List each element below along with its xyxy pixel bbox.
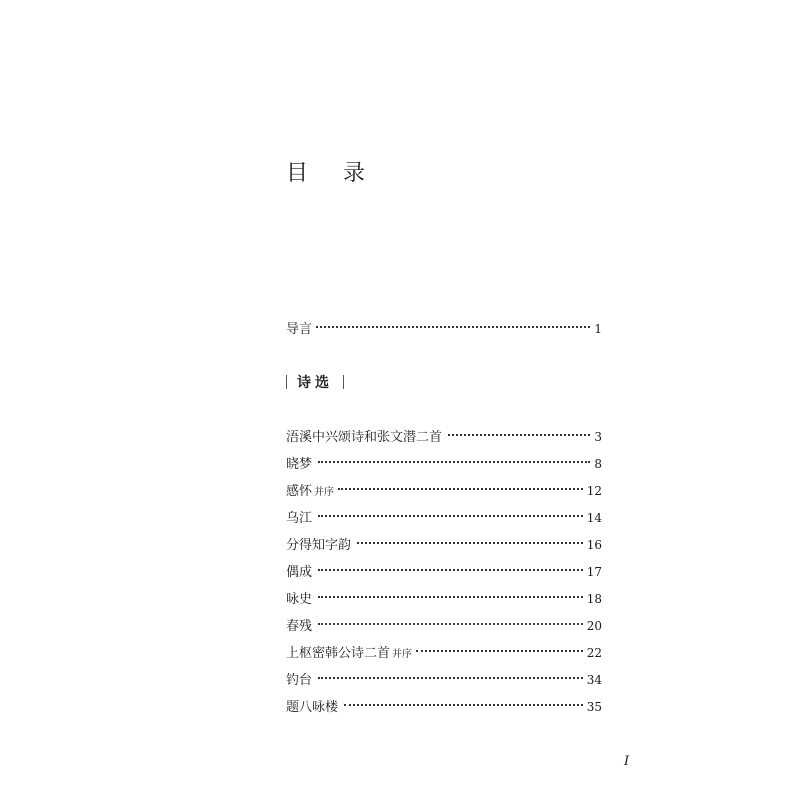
toc-entry-page: 1: [594, 322, 602, 336]
toc-entry-title: 感怀: [286, 484, 313, 499]
dot-leader: [316, 326, 590, 328]
toc-entry-title: 分得知字韵: [286, 538, 352, 553]
toc-entry-page: 17: [586, 565, 602, 579]
toc-entry-page: 16: [586, 538, 602, 552]
toc-entry-title: 上枢密韩公诗二首: [286, 646, 391, 661]
dot-leader: [357, 542, 583, 544]
toc-entry-title: 钓台: [286, 673, 313, 688]
toc-entry-page: 18: [586, 592, 602, 606]
dot-leader: [416, 650, 583, 652]
page-number: I: [624, 754, 630, 769]
dot-leader: [448, 434, 590, 436]
toc-entry-page: 8: [594, 457, 602, 471]
toc-entry-page: 35: [586, 700, 602, 714]
toc-entry-title: 春残: [286, 619, 313, 634]
toc-entry[interactable]: [286, 643, 602, 663]
toc-entry[interactable]: [286, 616, 602, 636]
toc-entry[interactable]: [286, 562, 602, 582]
dot-leader: [344, 704, 583, 706]
toc-entry-page: 12: [586, 484, 602, 498]
page-title: 目 录: [286, 161, 379, 186]
toc-entry-title: 晓梦: [286, 457, 313, 472]
toc-entry-title: 咏史: [286, 592, 313, 607]
toc-entry-page: 22: [586, 646, 602, 660]
section-bar-left: [286, 375, 287, 389]
toc-entry[interactable]: [286, 535, 602, 555]
toc-entry[interactable]: [286, 427, 602, 447]
dot-leader: [338, 488, 583, 490]
toc-entry-title: 浯溪中兴颂诗和张文潜二首: [286, 430, 443, 445]
toc-entry-page: 34: [586, 673, 602, 687]
dot-leader: [318, 515, 583, 517]
section-bar-right: [343, 375, 344, 389]
toc-entry-note: 并序: [392, 649, 413, 660]
dot-leader: [318, 461, 590, 463]
toc-entry-page: 20: [586, 619, 602, 633]
toc-entry-title: 偶成: [286, 565, 313, 580]
dot-leader: [318, 596, 583, 598]
section-label: 诗选: [297, 375, 333, 391]
toc-entry[interactable]: [286, 697, 602, 717]
toc-entry-page: 14: [586, 511, 602, 525]
toc-entry[interactable]: [286, 589, 602, 609]
toc-entry-title: 导言: [286, 322, 313, 337]
toc-entry[interactable]: [286, 481, 602, 501]
toc-entry-note: 并序: [314, 487, 335, 498]
dot-leader: [318, 623, 583, 625]
dot-leader: [318, 569, 583, 571]
toc-entry-intro[interactable]: [286, 319, 602, 339]
toc-entry[interactable]: [286, 508, 602, 528]
toc-entry-title: 题八咏楼: [286, 700, 339, 715]
toc-entry[interactable]: [286, 454, 602, 474]
section-header: [286, 371, 344, 393]
toc-entry-page: 3: [594, 430, 602, 444]
toc-entry[interactable]: [286, 670, 602, 690]
dot-leader: [318, 677, 583, 679]
toc-entry-title: 乌江: [286, 511, 313, 526]
